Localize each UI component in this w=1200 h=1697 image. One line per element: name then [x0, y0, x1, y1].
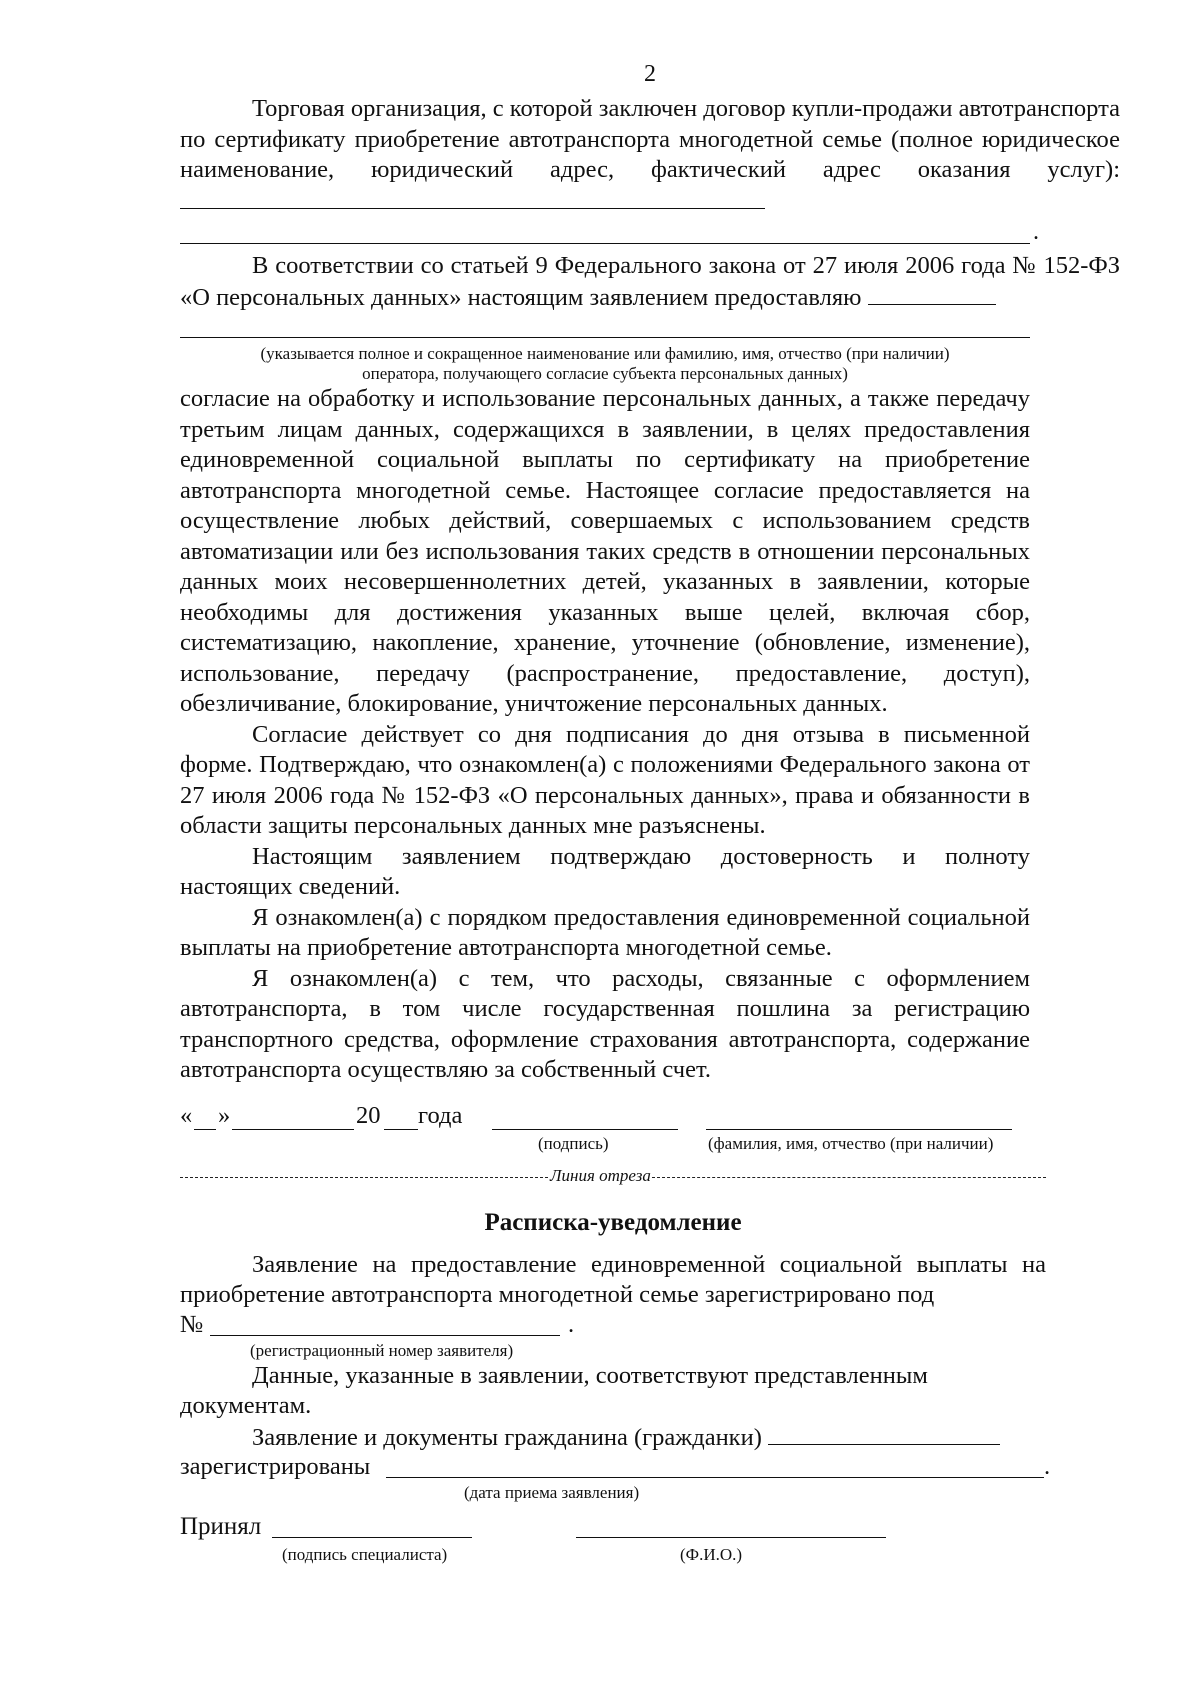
- signature-field[interactable]: [492, 1109, 678, 1130]
- year-prefix: 20: [356, 1101, 381, 1129]
- receipt-title: Расписка-уведомление: [484, 1208, 742, 1236]
- full-name-caption: (фамилия, имя, отчество (при наличии): [708, 1133, 994, 1153]
- accepted-row: [180, 1509, 1120, 1545]
- receipt-number-row: № .: [180, 1310, 575, 1338]
- accepted-captions: [180, 1545, 1120, 1569]
- date-year-field[interactable]: [384, 1109, 418, 1130]
- trade-org-paragraph: [180, 94, 1120, 217]
- date-quote-close: »: [218, 1101, 231, 1129]
- registered-label: зарегистрированы: [180, 1453, 371, 1480]
- operator-field[interactable]: [868, 282, 996, 305]
- operator-field-line-2[interactable]: [180, 315, 1030, 338]
- document-page: [180, 60, 1120, 1569]
- registered-row: зарегистрированы .: [180, 1453, 1051, 1480]
- registration-date-caption: (дата приема заявления): [464, 1483, 640, 1502]
- trade-org-text: Торговая организация, с которой заключен договор купли-продажи автотранспорта по сертификату приобретение автотранспорта многодетной семье (полное юридическое наименование, юридический адрес, фактический адрес оказания услуг):: [180, 95, 1120, 183]
- page-number: 2: [644, 61, 656, 87]
- signature-row: [180, 1100, 1030, 1134]
- registration-number-caption: (регистрационный номер заявителя): [250, 1340, 514, 1360]
- operator-caption-1: (указывается полное и сокращенное наименование или фамилию, имя, отчество (при наличии): [260, 344, 950, 363]
- signature-captions: [180, 1134, 1030, 1160]
- registration-number-field[interactable]: [210, 1313, 560, 1336]
- consent-validity: Согласие действует со дня подписания до дня отзыва в письменной форме. Подтверждаю, что ознакомлен(а) с положениями Федерального закона от 27 июля 2006 года № 152-ФЗ «О персональных данных», права и обязанности в области защиты персональных данных мне разъяснены.: [180, 720, 1030, 839]
- consent-intro-paragraph: [180, 251, 1120, 313]
- cut-line-label: Линия отреза: [550, 1165, 651, 1185]
- registration-date-field[interactable]: [386, 1455, 1044, 1478]
- trade-org-field-line-2[interactable]: .: [180, 217, 1120, 247]
- date-quote-open: «: [180, 1101, 193, 1129]
- trade-org-field[interactable]: [180, 186, 765, 209]
- cut-line-left: [180, 1177, 548, 1178]
- date-month-field[interactable]: [232, 1109, 354, 1130]
- full-name-field[interactable]: [706, 1109, 1012, 1130]
- specialist-name-field[interactable]: [576, 1515, 886, 1538]
- consent-confirm: Настоящим заявлением подтверждаю достоверность и полноту настоящих сведений.: [180, 842, 1030, 900]
- number-sign: №: [180, 1310, 204, 1338]
- receipt-text: Заявление на предоставление единовременной социальной выплаты на приобретение автотранспорта многодетной семье зарегистрировано под: [180, 1250, 1046, 1308]
- citizen-name-field[interactable]: [768, 1422, 1000, 1445]
- signature-caption: (подпись): [538, 1133, 609, 1153]
- date-day-field[interactable]: [194, 1109, 216, 1130]
- docs-line: [180, 1422, 1046, 1454]
- consent-intro-text: В соответствии со статьей 9 Федерального закона от 27 июля 2006 года № 152-ФЗ «О персональных данных» настоящим заявлением предоставляю: [180, 252, 1120, 311]
- year-word: года: [418, 1101, 463, 1129]
- acquainted-paragraph-2: Я ознакомлен(а) с тем, что расходы, связанные с оформлением автотранспорта, в том числе государственная пошлина за регистрацию транспортного средства, оформление страхования автотранспорта, содержание автотранспорта осуществляю за собственный счет.: [180, 964, 1030, 1083]
- data-match-text: Данные, указанные в заявлении, соответствуют представленным документам.: [180, 1361, 928, 1419]
- cut-line: [180, 1166, 1046, 1190]
- specialist-signature-caption: (подпись специалиста): [282, 1545, 448, 1564]
- specialist-signature-field[interactable]: [272, 1515, 472, 1538]
- cut-line-right: [652, 1177, 1046, 1178]
- operator-caption-2: оператора, получающего согласие субъекта персональных данных): [362, 364, 848, 383]
- specialist-name-caption: (Ф.И.О.): [680, 1545, 743, 1564]
- docs-line-text: Заявление и документы гражданина (гражданки): [252, 1423, 762, 1451]
- consent-body: согласие на обработку и использование персональных данных, а также передачу третьим лицам данных, содержащихся в заявлении, в целях предоставления единовременной социальной выплаты по сертификату на приобретение автотранспорта многодетной семье. Настоящее согласие предоставляется на осуществление любых действий, совершаемых с использованием средств автоматизации или без использования таких средств в отношении персональных данных моих несовершеннолетних детей, указанных в заявлении, которые необходимы для достижения указанных выше целей, включая сбор, систематизацию, накопление, хранение, уточнение (обновление, изменение), использование, передачу (распространение, предоставление, доступ), обезличивание, блокирование, уничтожение персональных данных.: [180, 385, 1030, 717]
- accepted-label: Принял: [180, 1513, 262, 1540]
- acquainted-paragraph-1: Я ознакомлен(а) с порядком предоставления единовременной социальной выплаты на приобретение автотранспорта многодетной семье.: [180, 903, 1030, 961]
